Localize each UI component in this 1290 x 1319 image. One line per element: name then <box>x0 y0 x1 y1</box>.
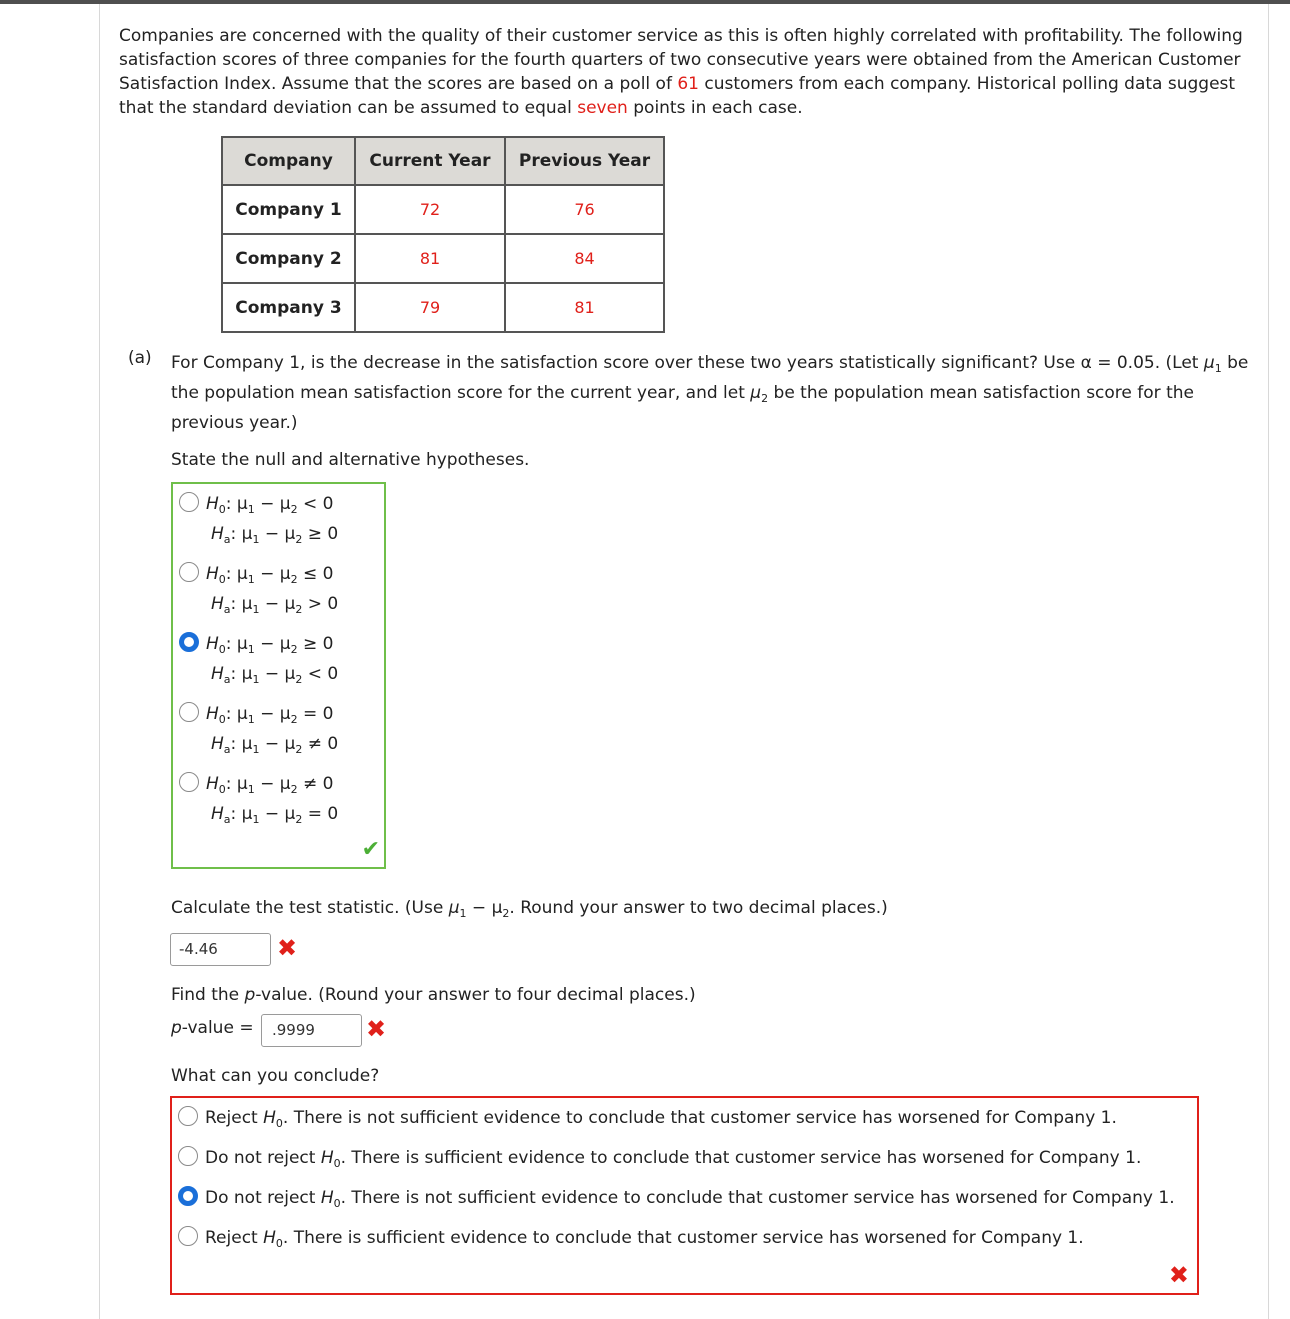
table-row: Company 3 79 81 <box>222 283 664 332</box>
test-statistic-input[interactable]: -4.46 <box>170 933 271 966</box>
radio-button[interactable] <box>179 702 199 722</box>
correct-check-icon: ✔ <box>361 837 380 862</box>
pvalue-input[interactable]: .9999 <box>261 1014 362 1047</box>
radio-button-selected[interactable] <box>178 1186 198 1206</box>
hypothesis-option-2[interactable]: $H_0$: $\mu_1 - \mu_2 \le 0$ $H_a$: $\mu_1 - \mu_2 > 0$ <box>179 559 338 619</box>
radio-button[interactable] <box>179 562 199 582</box>
radio-button[interactable] <box>179 772 199 792</box>
table-row: Company 1 72 76 <box>222 185 664 234</box>
part-label: (a) <box>128 348 152 368</box>
conclusion-option-2[interactable]: Do not reject $H_0$. There is sufficient evidence to conclude that customer service has worsened for Company 1. <box>178 1143 1141 1173</box>
incorrect-x-icon: ✖ <box>277 934 298 962</box>
header-company: Company <box>222 137 355 185</box>
header-current-year: Current Year <box>355 137 505 185</box>
scores-table <box>221 136 665 333</box>
radio-button[interactable] <box>178 1106 198 1126</box>
hypothesis-option-4[interactable]: $H_0$: $\mu_1 - \mu_2 = 0$ $H_a$: $\mu_1 - \mu_2 \ne 0$ <box>179 699 338 759</box>
incorrect-x-icon: ✖ <box>1168 1261 1189 1289</box>
radio-button[interactable] <box>178 1226 198 1246</box>
radio-button-selected[interactable] <box>179 632 199 652</box>
std-dev: seven <box>577 98 628 118</box>
hypothesis-option-5[interactable]: $H_0$: $\mu_1 - \mu_2 \ne 0$ $H_a$: $\mu_1 - \mu_2 = 0$ <box>179 769 338 829</box>
hypothesis-option-1[interactable]: $H_0$: $\mu_1 - \mu_2 < 0$ $H_a$: $\mu_1 - \mu_2 \ge 0$ <box>179 489 338 549</box>
hypotheses-prompt: State the null and alternative hypotheses. <box>171 450 530 470</box>
left-border <box>99 4 100 1319</box>
top-bar <box>0 0 1290 4</box>
hypotheses-answer-box <box>171 482 386 869</box>
conclusion-option-3[interactable]: Do not reject $H_0$. There is not sufficient evidence to conclude that customer service has worsened for Company 1. <box>178 1183 1175 1213</box>
part-a-question: For Company 1, is the decrease in the satisfaction score over these two years statistically significant? Use α = 0.05. (Let $\mu_1$ be the population mean satisfaction score for the current year, and let $\mu_2$ be the population mean satisfaction score for the previous year.) <box>171 353 1249 433</box>
sample-size: 61 <box>677 74 699 94</box>
header-previous-year: Previous Year <box>505 137 664 185</box>
pvalue-label: p-value = <box>171 1018 254 1038</box>
conclusion-option-4[interactable]: Reject $H_0$. There is sufficient evidence to conclude that customer service has worsened for Company 1. <box>178 1223 1084 1253</box>
test-statistic-prompt: Calculate the test statistic. (Use $\mu_1 - \mu_2$. Round your answer to two decimal places.) <box>171 898 888 920</box>
problem-intro: Companies are concerned with the quality of their customer service as this is often highly correlated with profitability. The following satisfaction scores of three companies for the fourth quarters of two consecutive years were obtained from the American Customer Satisfaction Index. Assume that the scores are based on a poll of 61 customers from each company. Historical polling data suggest that the standard deviation can be assumed to equal seven points in each case. <box>119 26 1243 118</box>
conclusion-prompt: What can you conclude? <box>171 1066 380 1086</box>
radio-button[interactable] <box>179 492 199 512</box>
conclusion-option-1[interactable]: Reject $H_0$. There is not sufficient evidence to conclude that customer service has worsened for Company 1. <box>178 1103 1117 1133</box>
incorrect-x-icon: ✖ <box>366 1015 387 1043</box>
conclusion-answer-box <box>170 1096 1199 1295</box>
table-row: Company 2 81 84 <box>222 234 664 283</box>
right-border <box>1268 4 1269 1319</box>
radio-button[interactable] <box>178 1146 198 1166</box>
hypothesis-option-3[interactable]: $H_0$: $\mu_1 - \mu_2 \ge 0$ $H_a$: $\mu_1 - \mu_2 < 0$ <box>179 629 338 689</box>
pvalue-prompt: Find the p-value. (Round your answer to four decimal places.) <box>171 985 696 1005</box>
